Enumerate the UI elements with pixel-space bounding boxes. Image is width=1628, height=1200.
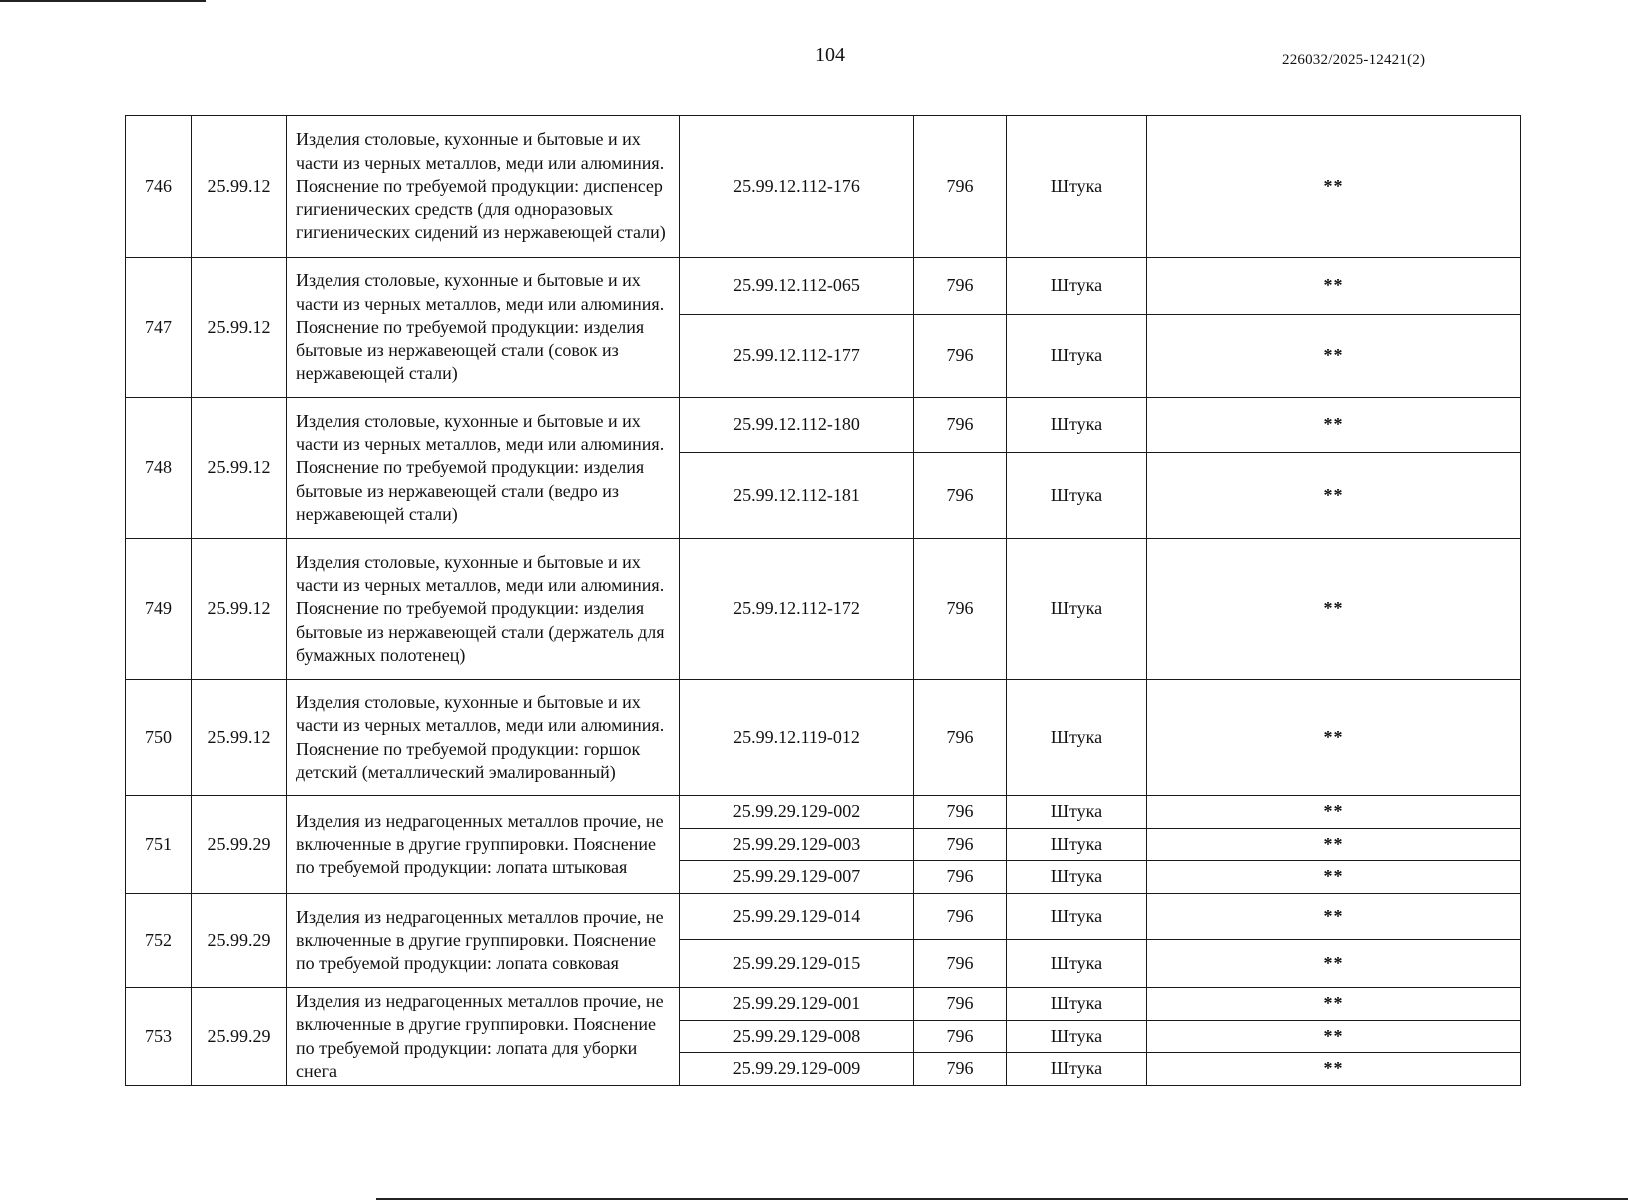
ktru-code-cell: 25.99.29.129-001 (680, 988, 914, 1021)
table-row (126, 796, 1521, 829)
row-number-cell: 752 (126, 894, 192, 988)
note-cell: ** (1147, 988, 1521, 1021)
unit-code-cell: 796 (914, 453, 1007, 539)
row-number-cell: 748 (126, 398, 192, 539)
row-number-cell: 753 (126, 988, 192, 1086)
okpd-code-cell: 25.99.12 (192, 539, 287, 680)
unit-code-cell: 796 (914, 315, 1007, 398)
ktru-code-cell: 25.99.12.112-177 (680, 315, 914, 398)
table-row (126, 539, 1521, 680)
page-number: 104 (815, 44, 845, 66)
ktru-code-cell: 25.99.29.129-003 (680, 829, 914, 861)
row-number-cell: 749 (126, 539, 192, 680)
description-cell: Изделия столовые, кухонные и бытовые и их части из черных металлов, меди или алюминия. Пояснение по требуемой продукции: изделия бытовые из нержавеющей стали (держатель для бумажных полотенец) (287, 539, 680, 680)
row-number-cell: 751 (126, 796, 192, 894)
description-cell: Изделия столовые, кухонные и бытовые и их части из черных металлов, меди или алюминия. Пояснение по требуемой продукции: изделия бытовые из нержавеющей стали (ведро из нержавеющей стали) (287, 398, 680, 539)
unit-name-cell: Штука (1007, 988, 1147, 1021)
row-number-cell: 747 (126, 258, 192, 398)
unit-name-cell: Штука (1007, 940, 1147, 988)
ktru-code-cell: 25.99.12.112-180 (680, 398, 914, 453)
note-cell: ** (1147, 1021, 1521, 1053)
description-cell: Изделия столовые, кухонные и бытовые и их части из черных металлов, меди или алюминия. Пояснение по требуемой продукции: изделия бытовые из нержавеющей стали (совок из нержавеющей стали) (287, 258, 680, 398)
note-cell: ** (1147, 680, 1521, 796)
note-cell: ** (1147, 539, 1521, 680)
note-cell: ** (1147, 894, 1521, 940)
unit-name-cell: Штука (1007, 680, 1147, 796)
unit-code-cell: 796 (914, 1021, 1007, 1053)
unit-name-cell: Штука (1007, 315, 1147, 398)
unit-name-cell: Штука (1007, 116, 1147, 258)
note-cell: ** (1147, 398, 1521, 453)
okpd-code-cell: 25.99.12 (192, 258, 287, 398)
note-cell: ** (1147, 258, 1521, 315)
note-cell: ** (1147, 796, 1521, 829)
table-row (126, 398, 1521, 453)
description-cell: Изделия из недрагоценных металлов прочие, не включенные в другие группировки. Пояснение по требуемой продукции: лопата совковая (287, 894, 680, 988)
note-cell: ** (1147, 453, 1521, 539)
products-table (125, 115, 1521, 1086)
scan-edge-line-top (0, 0, 206, 2)
row-number-cell: 746 (126, 116, 192, 258)
ktru-code-cell: 25.99.29.129-009 (680, 1053, 914, 1086)
unit-code-cell: 796 (914, 940, 1007, 988)
table-row (126, 988, 1521, 1021)
okpd-code-cell: 25.99.12 (192, 116, 287, 258)
unit-name-cell: Штука (1007, 796, 1147, 829)
note-cell: ** (1147, 116, 1521, 258)
ktru-code-cell: 25.99.12.112-172 (680, 539, 914, 680)
document-id: 226032/2025-12421(2) (1282, 52, 1426, 68)
unit-code-cell: 796 (914, 894, 1007, 940)
okpd-code-cell: 25.99.12 (192, 398, 287, 539)
description-cell: Изделия столовые, кухонные и бытовые и их части из черных металлов, меди или алюминия. Пояснение по требуемой продукции: диспенсер гигиенических средств (для одноразовых гигиенических сидений из нержавеющей стали) (287, 116, 680, 258)
unit-name-cell: Штука (1007, 894, 1147, 940)
ktru-code-cell: 25.99.12.112-176 (680, 116, 914, 258)
description-cell: Изделия из недрагоценных металлов прочие, не включенные в другие группировки. Пояснение по требуемой продукции: лопата для уборки снега (287, 988, 680, 1086)
ktru-code-cell: 25.99.12.112-181 (680, 453, 914, 539)
unit-code-cell: 796 (914, 398, 1007, 453)
unit-name-cell: Штука (1007, 861, 1147, 894)
ktru-code-cell: 25.99.12.119-012 (680, 680, 914, 796)
unit-code-cell: 796 (914, 796, 1007, 829)
okpd-code-cell: 25.99.29 (192, 796, 287, 894)
unit-code-cell: 796 (914, 116, 1007, 258)
unit-name-cell: Штука (1007, 829, 1147, 861)
note-cell: ** (1147, 940, 1521, 988)
description-cell: Изделия из недрагоценных металлов прочие, не включенные в другие группировки. Пояснение по требуемой продукции: лопата штыковая (287, 796, 680, 894)
note-cell: ** (1147, 829, 1521, 861)
note-cell: ** (1147, 1053, 1521, 1086)
unit-name-cell: Штука (1007, 398, 1147, 453)
unit-name-cell: Штука (1007, 258, 1147, 315)
unit-code-cell: 796 (914, 539, 1007, 680)
unit-code-cell: 796 (914, 988, 1007, 1021)
table-row (126, 894, 1521, 940)
ktru-code-cell: 25.99.29.129-002 (680, 796, 914, 829)
unit-code-cell: 796 (914, 829, 1007, 861)
unit-code-cell: 796 (914, 861, 1007, 894)
okpd-code-cell: 25.99.29 (192, 894, 287, 988)
okpd-code-cell: 25.99.12 (192, 680, 287, 796)
table-row (126, 680, 1521, 796)
row-number-cell: 750 (126, 680, 192, 796)
unit-code-cell: 796 (914, 1053, 1007, 1086)
description-cell: Изделия столовые, кухонные и бытовые и их части из черных металлов, меди или алюминия. Пояснение по требуемой продукции: горшок детский (металлический эмалированный) (287, 680, 680, 796)
unit-name-cell: Штука (1007, 1021, 1147, 1053)
ktru-code-cell: 25.99.29.129-008 (680, 1021, 914, 1053)
table-row (126, 258, 1521, 315)
ktru-code-cell: 25.99.29.129-014 (680, 894, 914, 940)
unit-name-cell: Штука (1007, 539, 1147, 680)
note-cell: ** (1147, 861, 1521, 894)
unit-code-cell: 796 (914, 258, 1007, 315)
ktru-code-cell: 25.99.29.129-015 (680, 940, 914, 988)
unit-name-cell: Штука (1007, 1053, 1147, 1086)
note-cell: ** (1147, 315, 1521, 398)
table-row (126, 116, 1521, 258)
unit-name-cell: Штука (1007, 453, 1147, 539)
unit-code-cell: 796 (914, 680, 1007, 796)
ktru-code-cell: 25.99.12.112-065 (680, 258, 914, 315)
okpd-code-cell: 25.99.29 (192, 988, 287, 1086)
ktru-code-cell: 25.99.29.129-007 (680, 861, 914, 894)
